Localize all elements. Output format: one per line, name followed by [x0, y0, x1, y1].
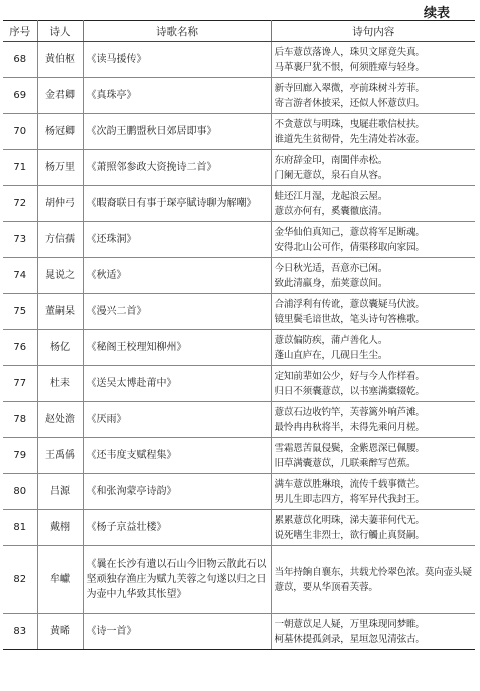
verse-line: 东府辞金印，南閩伴赤松。: [274, 154, 388, 166]
header-poet: 诗人: [37, 21, 83, 42]
verse-content: [271, 186, 475, 222]
poem-title: 《杨子京益壮楼》: [83, 510, 271, 546]
table-row: [3, 294, 475, 330]
verse-line: 镜里鬓毛谙世故，笔头诗句答樵歌。: [274, 313, 425, 325]
poet-name: 王禹偁: [37, 438, 83, 474]
verse-line: 归日不须囊薏苡，以书塞满橐辍乾。: [274, 385, 425, 397]
poem-title: 《秘阁王校理知柳州》: [83, 330, 271, 366]
poem-title: 《和张洵蒙亭诗韵》: [83, 474, 271, 510]
verse-line: 雪霜恩苦鼠侵鬓，金紫恩深已佩腰。: [274, 442, 425, 454]
verse-line: 当年持餉自襄东，共载尤怜翠色浓。莫向壶头疑薏苡，要从华顶看芙蓉。: [274, 566, 472, 593]
poem-title: 《厌雨》: [83, 402, 271, 438]
poem-title: 《真珠亭》: [83, 78, 271, 114]
poem-title: 《暇裔联日有事于琛亭賦诗聊为解嘲》: [83, 186, 271, 222]
verse-line: 新寺回廊入翠微，亭前珠树斗芳菲。: [274, 82, 425, 94]
poem-title: 《还珠洞》: [83, 222, 271, 258]
verse-line: 合浦浮利有传讹，薏苡囊疑马伏波。: [274, 298, 425, 310]
poem-title: 《次韵王鹏盟秋日郊居即事》: [83, 114, 271, 150]
poet-name: 黄伯枢: [37, 42, 83, 78]
poet-name: 赵处澹: [37, 402, 83, 438]
poet-name: 方信孺: [37, 222, 83, 258]
verse-line: 薏苡石边收钓竿，芙蓉篱外响芦滩。: [274, 406, 425, 418]
verse-line: 说死嗜生非烈士，欲行觸止真贤嗣。: [274, 529, 425, 541]
header-no: 序号: [3, 21, 37, 42]
verse-line: 谁道先生贫彻骨，先生清处若冰壶。: [274, 133, 425, 145]
poem-title: 《秋适》: [83, 258, 271, 294]
table-row: [3, 474, 475, 510]
poem-title: 《漫兴二首》: [83, 294, 271, 330]
verse-line: 定知前辈如公少，好与今人作样看。: [274, 370, 425, 382]
table-row: [3, 402, 475, 438]
table-header-row: [3, 21, 475, 42]
row-number: 79: [3, 438, 37, 474]
verse-content: [271, 510, 475, 546]
verse-line: 马革裹尸犹不恨，何须胜瘴与轻身。: [274, 61, 425, 73]
poet-name: 吕源: [37, 474, 83, 510]
row-number: 69: [3, 78, 37, 114]
verse-line: 满车薏苡胜琳琅，流传千载事微芒。: [274, 478, 425, 490]
verse-line: 累累薏苡化明珠，涕夫萋菲何代无。: [274, 514, 425, 526]
table-row: [3, 614, 475, 650]
verse-line: 薏苡偏防疾，蒲卢善化人。: [274, 334, 388, 346]
row-number: 80: [3, 474, 37, 510]
verse-line: 门阑无薏苡，泉石自从容。: [274, 169, 388, 181]
verse-line: 寄言游者休披采，还似人怀薏苡归。: [274, 97, 425, 109]
poem-title: 《送吴太博赴莆中》: [83, 366, 271, 402]
continued-label: 续表: [423, 6, 450, 21]
poet-name: 黄晞: [37, 614, 83, 650]
verse-content: [271, 614, 475, 650]
verse-line: 旧草满囊薏苡，几联乘醉写芭蕉。: [274, 457, 416, 469]
verse-line: 金华仙伯真知己，薏苡将军足断魂。: [274, 226, 425, 238]
verse-line: 柯墓休提孤剑录，星垣忽见清弦古。: [274, 633, 425, 645]
poet-name: 杜耒: [37, 366, 83, 402]
table-row: [3, 510, 475, 546]
header-content: 诗句内容: [271, 21, 475, 42]
row-number: 78: [3, 402, 37, 438]
row-number: 73: [3, 222, 37, 258]
poet-name: 晁说之: [37, 258, 83, 294]
verse-line: 蛙还江月湿，龙起浪云屋。: [274, 190, 388, 202]
verse-content: [271, 114, 475, 150]
poem-title: 《诗一首》: [83, 614, 271, 650]
row-number: 75: [3, 294, 37, 330]
row-number: 74: [3, 258, 37, 294]
verse-content: [271, 42, 475, 78]
table-row: [3, 330, 475, 366]
poem-title: 《曩在长沙有遺以石山今旧物云散此石以坚顽独存渔庄为赋九芙蓉之句遂以归之日为壶中九华致其怅望》: [83, 546, 271, 614]
poet-name: 杨亿: [37, 330, 83, 366]
row-number: 76: [3, 330, 37, 366]
verse-line: 最怜冉冉秋将半，未得先乘问月槎。: [274, 421, 425, 433]
verse-content: [271, 402, 475, 438]
verse-line: 安得北山公可作，倩渠移取向家园。: [274, 241, 425, 253]
poet-name: 董嗣杲: [37, 294, 83, 330]
verse-content: [271, 366, 475, 402]
verse-line: 致此清羸身，茄荚薏苡间。: [274, 277, 388, 289]
verse-line: 薏苡亦何有，奚囊徹底清。: [274, 205, 388, 217]
table-row: [3, 438, 475, 474]
verse-content: [271, 222, 475, 258]
verse-line: 男儿生即志四方，将军异代我封王。: [274, 493, 425, 505]
row-number: 70: [3, 114, 37, 150]
header-title: 诗歌名称: [83, 21, 271, 42]
table-row: [3, 366, 475, 402]
table-row: [3, 222, 475, 258]
verse-line: 不贪薏苡与明珠，曳屣荘歌信杖扶。: [274, 118, 425, 130]
poet-name: 牟巘: [37, 546, 83, 614]
row-number: 82: [3, 546, 37, 614]
poet-name: 杨万里: [37, 150, 83, 186]
poet-name: 金君卿: [37, 78, 83, 114]
row-number: 83: [3, 614, 37, 650]
table-row: [3, 150, 475, 186]
poem-title: 《萧照邻参政大资挽诗二首》: [83, 150, 271, 186]
poet-name: 胡仲弓: [37, 186, 83, 222]
verse-content: [271, 78, 475, 114]
verse-line: 一朝薏苡足人疑，万里珠现同梦睢。: [274, 618, 425, 630]
table-row: [3, 546, 475, 614]
table-row: [3, 42, 475, 78]
poem-table: [3, 20, 475, 650]
row-number: 77: [3, 366, 37, 402]
verse-content: [271, 258, 475, 294]
table-row: [3, 258, 475, 294]
row-number: 71: [3, 150, 37, 186]
verse-content: [271, 474, 475, 510]
poet-name: 杨冠卿: [37, 114, 83, 150]
verse-content: [271, 294, 475, 330]
verse-line: 后车薏苡落谗人，珠贝文犀竟失真。: [274, 46, 425, 58]
row-number: 68: [3, 42, 37, 78]
table-row: [3, 114, 475, 150]
poem-title: 《还韦度支赋程集》: [83, 438, 271, 474]
poet-name: 戴栩: [37, 510, 83, 546]
row-number: 81: [3, 510, 37, 546]
poem-title: 《读马援传》: [83, 42, 271, 78]
verse-content: [271, 438, 475, 474]
verse-content: [271, 330, 475, 366]
verse-line: 蓬山直庐在，几砚日生尘。: [274, 349, 388, 361]
table-row: [3, 186, 475, 222]
verse-content: [271, 546, 475, 614]
verse-content: [271, 150, 475, 186]
row-number: 72: [3, 186, 37, 222]
table-body: [3, 42, 475, 650]
verse-line: 今日秋光适，吾意亦已闲。: [274, 262, 388, 274]
table-row: [3, 78, 475, 114]
